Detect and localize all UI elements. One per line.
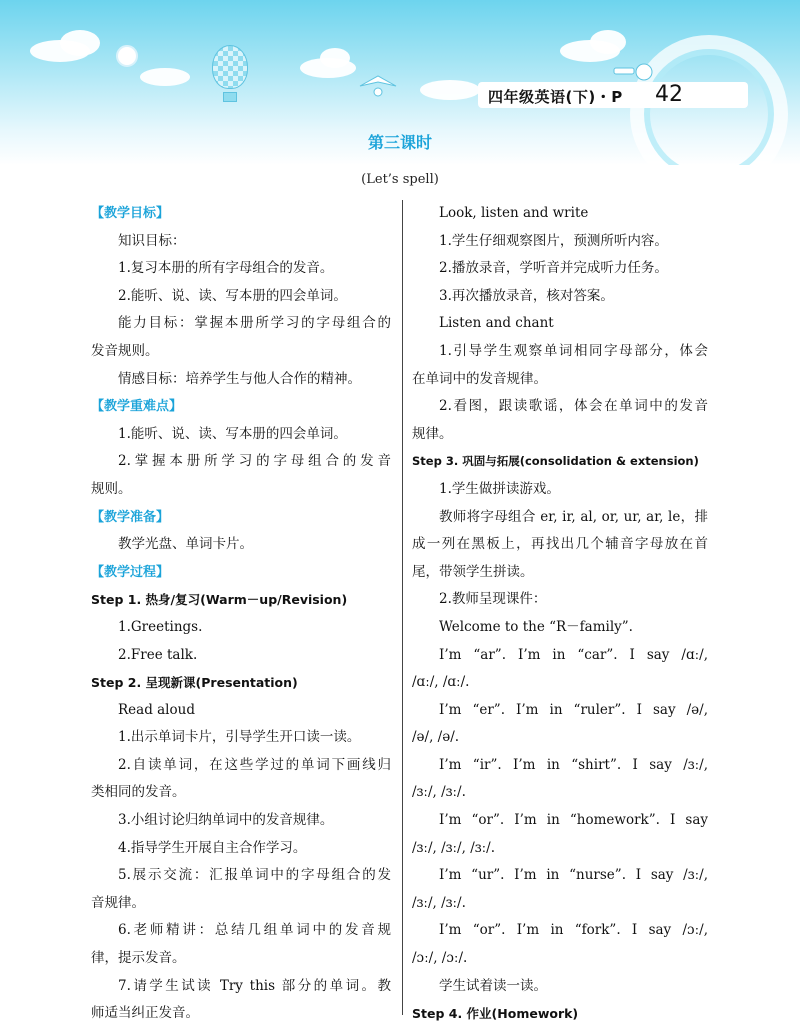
text-line: I’m “ir”. I’m in “shirt”. I say /ɜː/, [439,756,708,773]
text-line: 3.小组讨论归纳单词中的发音规律。 [118,812,334,829]
text-line: /ə/, /ə/. [412,729,460,746]
cloud-decoration [140,68,190,86]
text-line: /ɑː/, /ɑː/. [412,674,470,691]
text-line: 1.能听、说、读、写本册的四会单词。 [118,425,347,442]
balloon-basket-icon [223,92,237,102]
text-line: 律，提示发音。 [91,950,186,967]
lesson-title: 第三课时 [367,133,432,152]
text-line: 发音规则。 [91,342,159,359]
text-line: 4.指导学生开展自主合作学习。 [118,839,307,856]
text-line: 1.Greetings. [118,618,203,635]
text-line: 1.引导学生观察单词相同字母部分，体会 [439,342,708,359]
text-line: I’m “ar”. I’m in “car”. I say /ɑː/, [439,646,708,663]
step-heading: Step 3. 巩固与拓展(consolidation & extension) [412,454,699,469]
text-line: Welcome to the “R－family”. [439,618,633,635]
text-line: 情感目标：培养学生与他人合作的精神。 [118,370,361,387]
step-heading: Step 1. 热身/复习(Warm－up/Revision) [91,592,348,608]
text-line: 1.复习本册的所有字母组合的发音。 [118,260,334,277]
section-heading: 【教学过程】 [91,564,170,580]
text-line: 2.教师呈现课件： [439,591,547,608]
text-line: I’m “or”. I’m in “fork”. I say /ɔː/, [439,922,708,939]
text-line: /ɔː/, /ɔː/. [412,950,468,967]
book-title: 四年级英语(下)・P [488,88,623,106]
text-line: 在单词中的发音规律。 [412,370,547,387]
text-line: Listen and chant [439,315,554,332]
text-line: 5.展示交流：汇报单词中的字母组合的发 [118,867,391,884]
lesson-subtitle: (Let’s spell) [361,172,439,187]
text-line: 尾，带领学生拼读。 [412,563,534,580]
text-line: 2.能听、说、读、写本册的四会单词。 [118,287,347,304]
sun-icon [116,45,138,67]
hang-glider-icon [358,72,398,102]
text-line: /ɜː/, /ɜː/. [412,784,466,801]
cloud-decoration [420,80,480,100]
text-line: 成一列在黑板上，再找出几个辅音字母放在首 [412,536,708,553]
cloud-decoration [60,30,100,56]
text-line: 2.自读单词，在这些学过的单词下画线归 [118,756,391,773]
text-line: 教师将字母组合 er, ir, al, or, ur, ar, le，排 [439,508,708,525]
text-line: I’m “or”. I’m in “homework”. I say [439,812,708,829]
column-divider [402,200,403,1015]
page-number: 42 [655,82,683,107]
cloud-decoration [320,48,350,68]
text-line: 7.请学生试读 Try this 部分的单词。教 [118,977,391,994]
text-line: 教学光盘、单词卡片。 [118,536,253,553]
text-line: 2.看图，跟读歌谣，体会在单词中的发音 [439,398,708,415]
text-line: 1.学生仔细观察图片，预测所听内容。 [439,232,668,249]
step-heading: Step 2. 呈现新课(Presentation) [91,675,298,691]
text-line: 1.出示单词卡片，引导学生开口读一读。 [118,729,361,746]
section-heading: 【教学重难点】 [91,399,183,415]
hot-air-balloon-icon [212,45,248,89]
cloud-decoration [590,30,626,54]
step-heading: Step 4. 作业(Homework) [412,1006,579,1022]
text-line: 规则。 [91,480,132,497]
text-line: 2.Free talk. [118,646,198,663]
text-line: 2.播放录音，学听音并完成听力任务。 [439,260,668,277]
section-heading: 【教学准备】 [91,509,170,525]
text-line: 3.再次播放录音，核对答案。 [439,287,614,304]
text-line: 学生试着读一读。 [439,977,547,994]
text-line: I’m “ur”. I’m in “nurse”. I say /ɜː/, [439,867,708,884]
text-line: 师适当纠正发音。 [91,1005,199,1022]
text-line: /ɜː/, /ɜː/, /ɜː/. [412,839,495,856]
text-line: 音规律。 [91,894,145,911]
text-line: Look, listen and write [439,205,589,221]
text-line: 能力目标：掌握本册所学习的字母组合的 [118,315,391,332]
left-column [91,200,391,1028]
text-line: I’m “er”. I’m in “ruler”. I say /ə/, [439,701,708,718]
text-line: 知识目标： [118,232,186,249]
text-line: Read aloud [118,701,195,718]
text-line: 类相同的发音。 [91,784,186,801]
right-column [412,200,708,1028]
section-heading: 【教学目标】 [91,206,170,221]
text-line: 规律。 [412,425,453,442]
text-line: 2.掌握本册所学习的字母组合的发音 [118,453,391,470]
text-line: 1.学生做拼读游戏。 [439,480,560,497]
text-line: 6.老师精讲：总结几组单词中的发音规 [118,922,391,939]
text-line: /ɜː/, /ɜː/. [412,894,466,911]
